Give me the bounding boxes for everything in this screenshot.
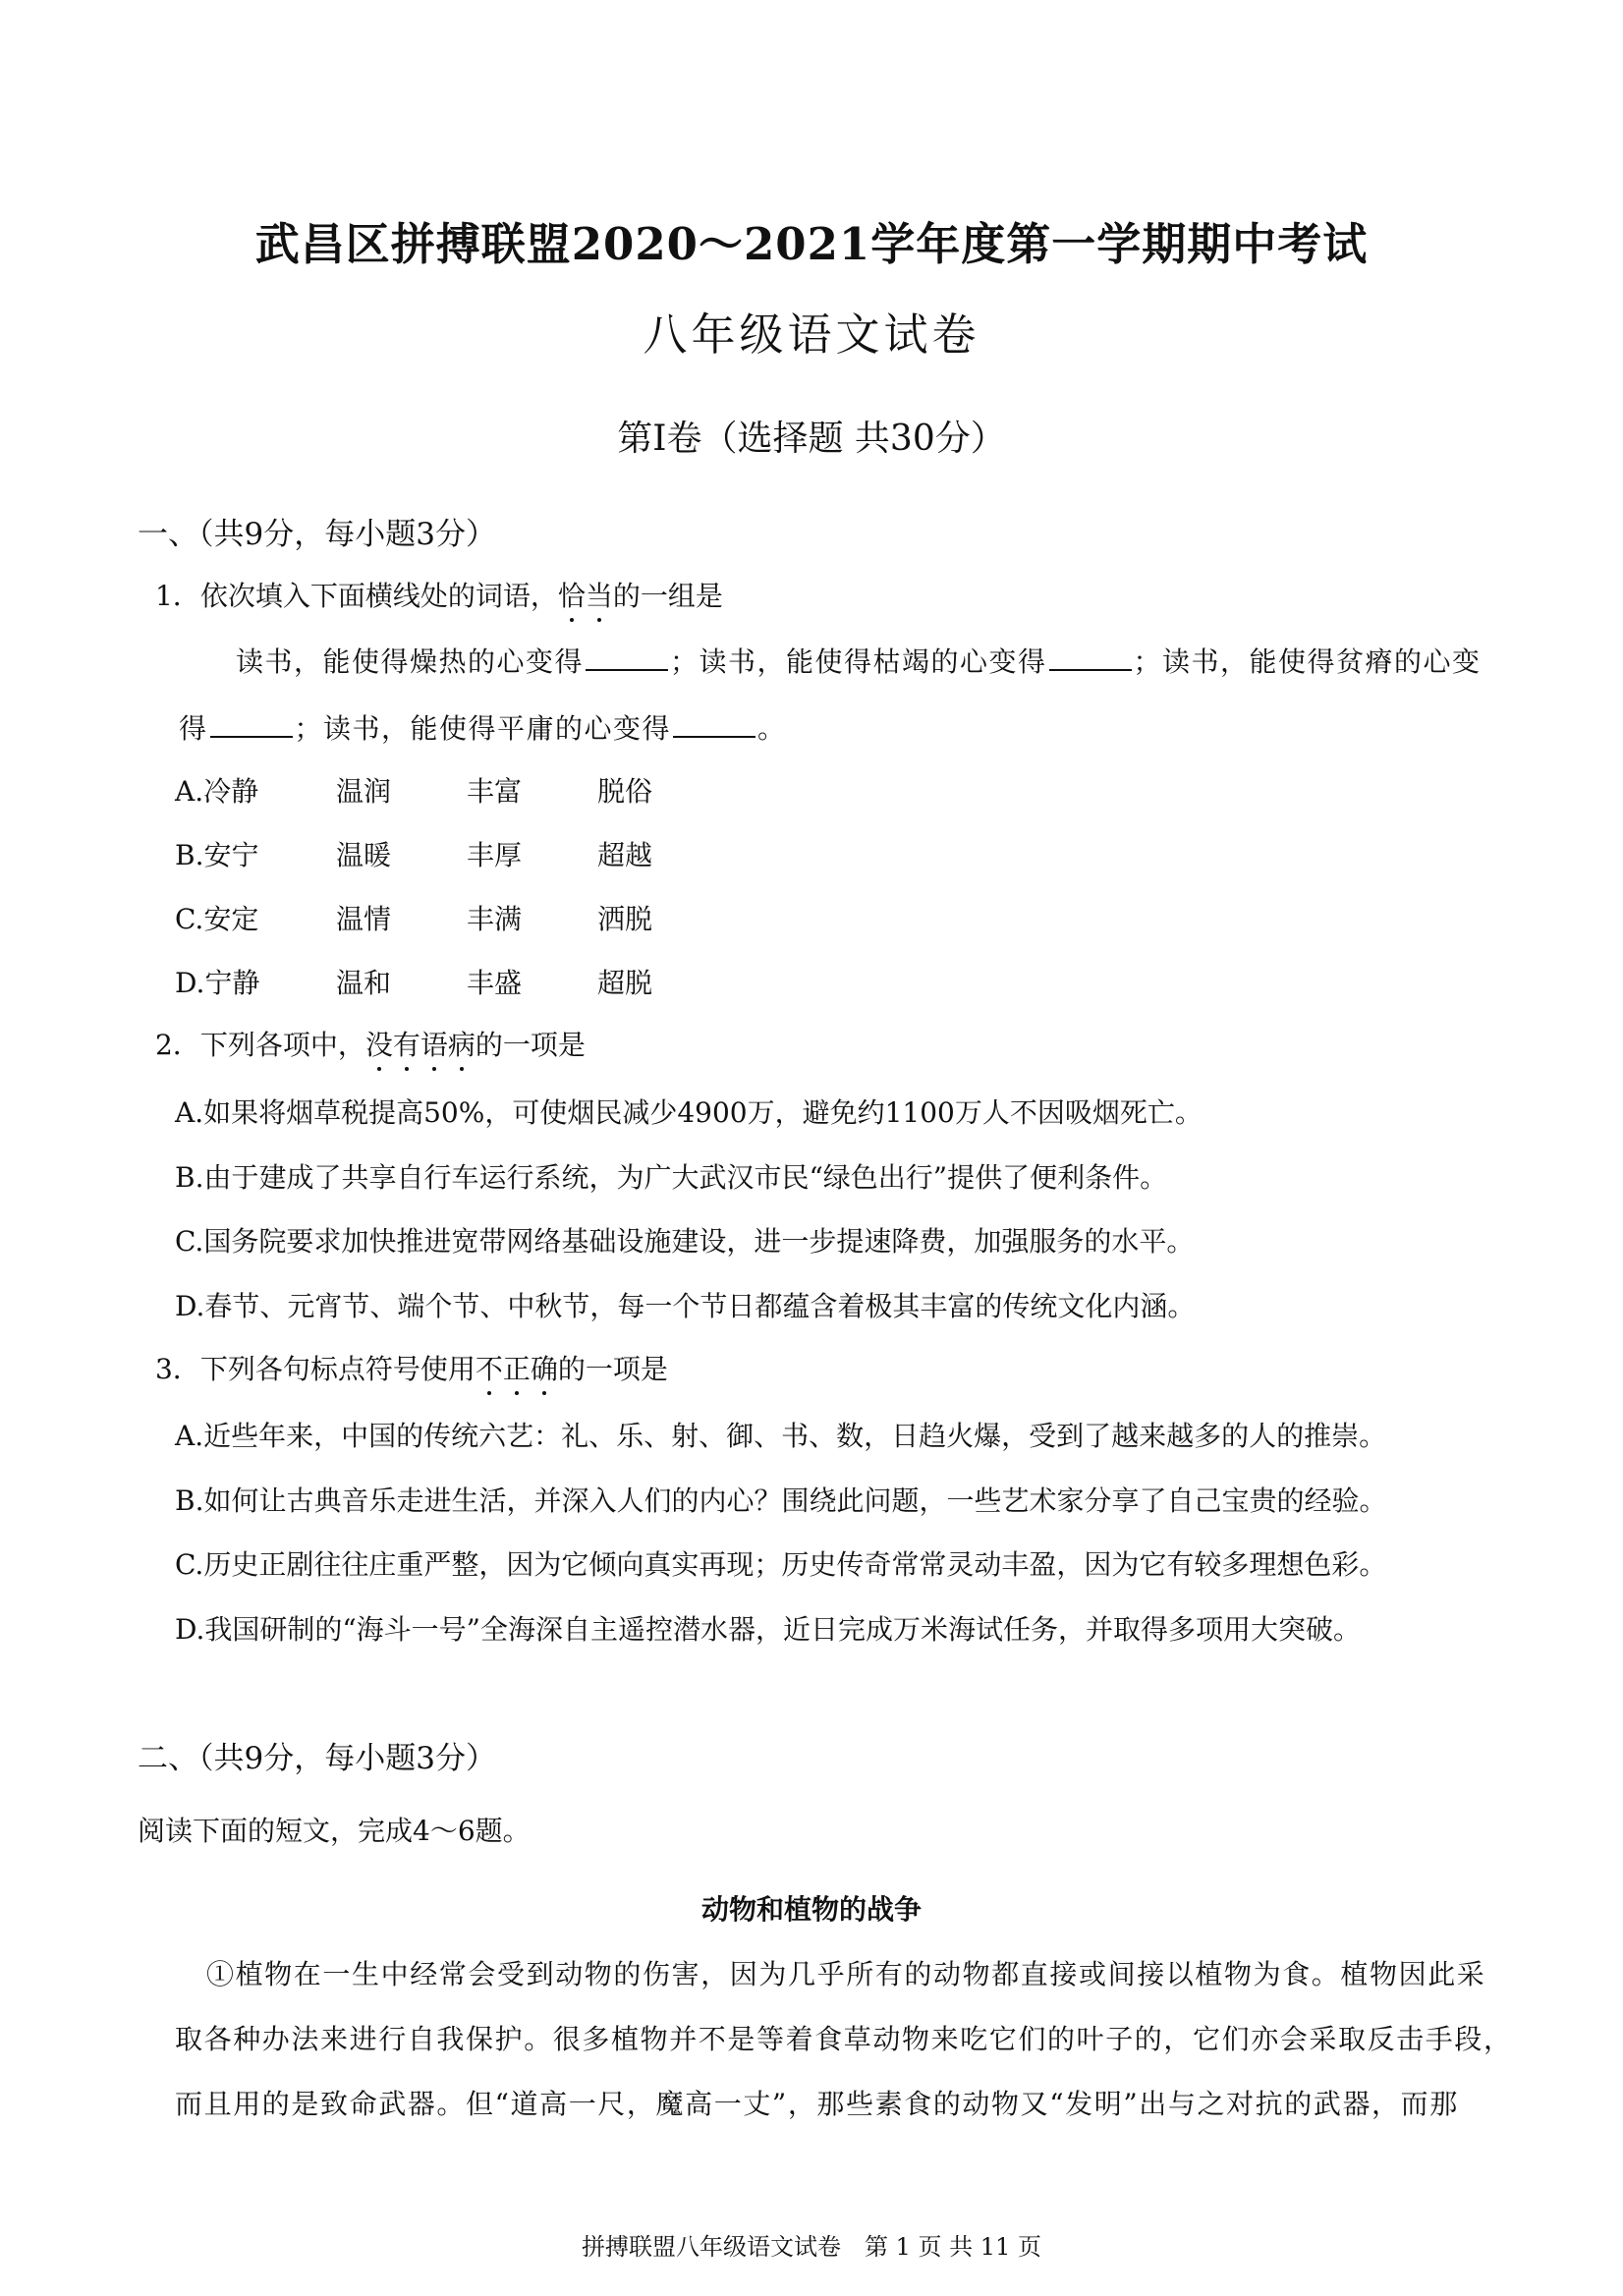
option-word: C.安定 xyxy=(175,903,259,935)
option-word: 超越 xyxy=(597,839,653,871)
dotted-char: 病 xyxy=(448,1024,476,1063)
dotted-char: 恰 xyxy=(558,575,586,614)
stem-text: 2．下列各项中， xyxy=(155,1029,365,1061)
dotted-char: 语 xyxy=(420,1024,448,1063)
answer-blank xyxy=(673,714,756,738)
q3-option-b: B.如何让古典音乐走进生活，并深入人们的内心？围绕此问题，一些艺术家分享了自己宝贵的经验。 xyxy=(175,1484,1387,1517)
option-word: 丰富 xyxy=(467,775,523,808)
exam-title: 武昌区拼搏联盟2020～2021学年度第一学期期中考试 xyxy=(254,218,1369,270)
page-footer: 拼搏联盟八年级语文试卷 第 1 页 共 11 页 xyxy=(582,2233,1041,2261)
answer-blank xyxy=(1049,647,1132,671)
dotted-char: 确 xyxy=(531,1348,558,1387)
option-word: 超脱 xyxy=(597,967,653,999)
passage-text: ；读书，能使得平庸的心变得 xyxy=(294,712,672,745)
option-word: 脱俗 xyxy=(597,775,653,808)
section2-heading: 二、（共9分，每小题3分） xyxy=(138,1741,496,1776)
q3-option-d: D.我国研制的“海斗一号”全海深自主遥控潜水器，近日完成万米海试任务，并取得多项用大突破。 xyxy=(175,1613,1361,1646)
q1-option-c xyxy=(175,898,652,937)
emphasis-dotted xyxy=(558,580,613,612)
option-word: 温暖 xyxy=(336,839,392,871)
option-word: 丰厚 xyxy=(467,839,523,871)
passage-text: 读书，能使得燥热的心变得 xyxy=(236,645,585,678)
option-word: A.冷静 xyxy=(175,775,259,808)
q2-option-a: A.如果将烟草税提高50%，可使烟民减少4900万，避免约1100万人不因吸烟死亡。 xyxy=(175,1096,1203,1129)
dotted-char: 有 xyxy=(393,1024,420,1063)
option-word: 丰满 xyxy=(467,903,523,935)
option-word: 温情 xyxy=(336,903,392,935)
q3-option-c: C.历史正剧往往庄重严整，因为它倾向真实再现；历史传奇常常灵动丰盈，因为它有较多理想色彩。 xyxy=(175,1548,1387,1581)
q1-option-b xyxy=(175,834,652,873)
reading-instruction: 阅读下面的短文，完成4～6题。 xyxy=(138,1815,531,1847)
emphasis-dotted xyxy=(476,1353,558,1385)
stem-text: 3．下列各句标点符号使用 xyxy=(155,1353,476,1385)
question-1-stem xyxy=(155,575,723,614)
option-word: 温和 xyxy=(336,967,392,999)
q1-option-d xyxy=(175,962,652,1001)
option-word: 丰盛 xyxy=(467,967,523,999)
q2-option-b: B.由于建成了共享自行车运行系统，为广大武汉市民“绿色出行”提供了便利条件。 xyxy=(175,1161,1168,1194)
article-line-3: 而且用的是致命武器。但“道高一尺，魔高一丈”，那些素食的动物又“发明”出与之对抗的武器，而那 xyxy=(175,2088,1459,2120)
question-2-stem xyxy=(155,1024,586,1063)
dotted-char: 不 xyxy=(476,1348,503,1387)
dotted-char: 当 xyxy=(586,575,613,614)
passage-text: 。 xyxy=(757,712,787,745)
answer-blank xyxy=(210,714,293,738)
option-word: D.宁静 xyxy=(175,967,260,999)
section1-heading: 一、（共9分，每小题3分） xyxy=(138,517,496,552)
emphasis-dotted xyxy=(365,1029,476,1061)
question-1-passage-line-2 xyxy=(179,707,787,747)
stem-text: 1．依次填入下面横线处的词语， xyxy=(155,580,558,612)
q2-option-d: D.春节、元宵节、端个节、中秋节，每一个节日都蕴含着极其丰富的传统文化内涵。 xyxy=(175,1290,1196,1322)
option-word: B.安宁 xyxy=(175,839,259,871)
option-word: 洒脱 xyxy=(597,903,653,935)
passage-text: ；读书，能使得枯竭的心变得 xyxy=(670,645,1047,678)
question-3-stem xyxy=(155,1348,668,1387)
q1-option-a xyxy=(175,770,652,810)
stem-text: 的一组是 xyxy=(612,580,723,612)
question-1-passage-line-1 xyxy=(236,641,1482,680)
option-word: 温润 xyxy=(336,775,392,808)
q3-option-a: A.近些年来，中国的传统六艺：礼、乐、射、御、书、数，日趋火爆，受到了越来越多的人的推崇。 xyxy=(175,1420,1387,1452)
article-line-1: ①植物在一生中经常会受到动物的伤害，因为几乎所有的动物都直接或间接以植物为食。植物因此采 xyxy=(206,1958,1486,1990)
article-line-2: 取各种办法来进行自我保护。很多植物并不是等着食草动物来吃它们的叶子的，它们亦会采取反击手段， xyxy=(175,2023,1513,2055)
dotted-char: 正 xyxy=(503,1348,531,1387)
volume-heading: 第Ⅰ卷（选择题 共30分） xyxy=(617,419,1006,459)
exam-subtitle: 八年级语文试卷 xyxy=(643,308,980,361)
stem-text: 的一项是 xyxy=(475,1029,586,1061)
passage-text: ；读书，能使得贫瘠的心变 xyxy=(1133,645,1482,678)
answer-blank xyxy=(586,647,668,671)
stem-text: 的一项是 xyxy=(557,1353,668,1385)
dotted-char: 没 xyxy=(365,1024,393,1063)
q2-option-c: C.国务院要求加快推进宽带网络基础设施建设，进一步提速降费，加强服务的水平。 xyxy=(175,1225,1195,1258)
article-title: 动物和植物的战争 xyxy=(700,1893,922,1926)
passage-text: 得 xyxy=(179,712,208,745)
